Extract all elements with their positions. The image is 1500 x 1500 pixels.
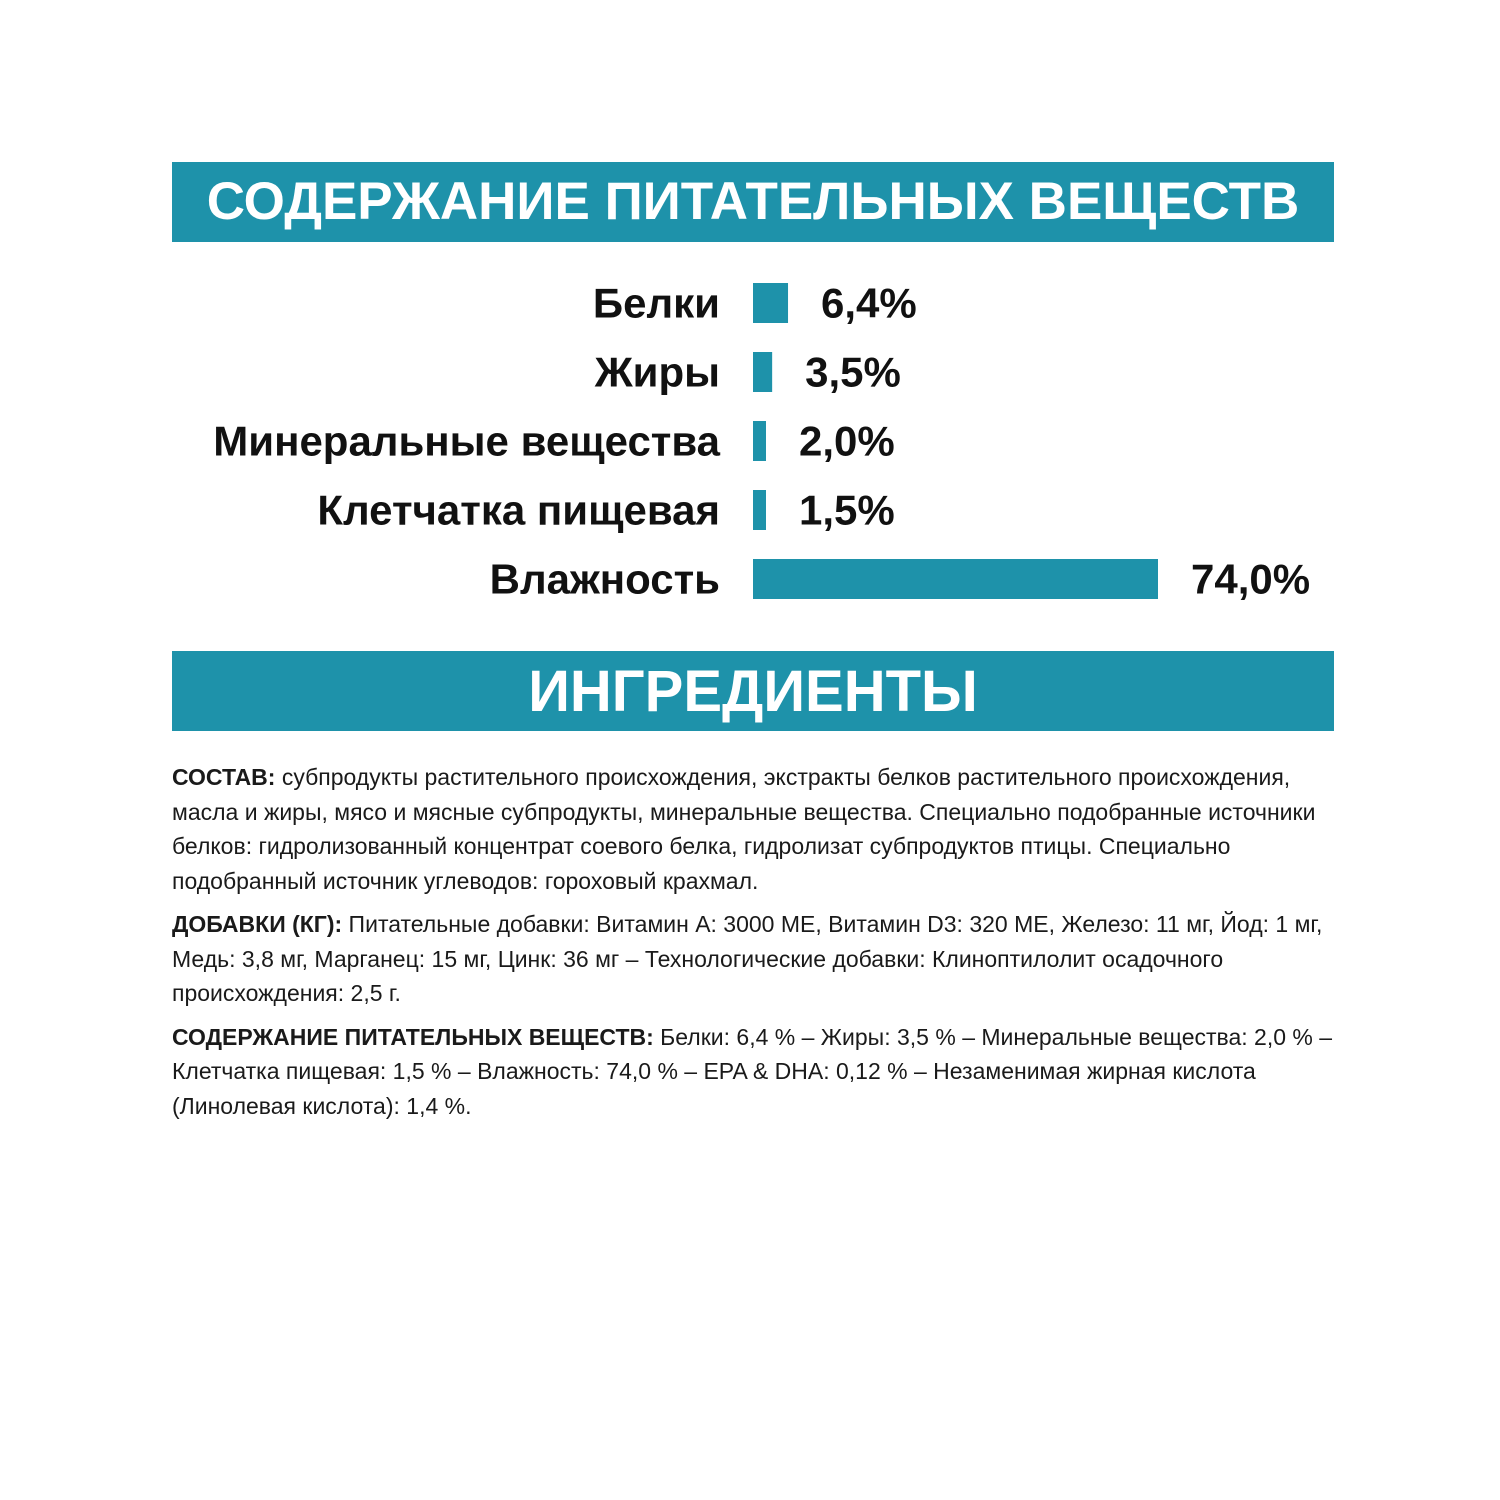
- bar: [753, 283, 788, 323]
- category-label: Клетчатка пищевая: [317, 486, 720, 534]
- bar: [753, 559, 1158, 599]
- nutrients-label: СОДЕРЖАНИЕ ПИТАТЕЛЬНЫХ ВЕЩЕСТВ:: [172, 1023, 654, 1050]
- bar: [753, 421, 766, 461]
- bar: [753, 490, 766, 530]
- additives-paragraph: [172, 907, 1337, 1011]
- category-label: Минеральные вещества: [213, 417, 720, 465]
- category-label: Белки: [592, 279, 720, 327]
- nutrients-paragraph: [172, 1020, 1337, 1124]
- nutrients-bar-chart: [0, 0, 1500, 640]
- ingredients-title: ИНГРЕДИЕНТЫ: [528, 659, 978, 724]
- composition-paragraph: [172, 760, 1337, 898]
- value-label: 3,5%: [805, 348, 901, 396]
- category-label: Влажность: [489, 555, 720, 603]
- bar: [753, 352, 772, 392]
- category-label: Жиры: [594, 348, 720, 396]
- additives-label: ДОБАВКИ (КГ):: [172, 911, 343, 937]
- nutrients-text: Белки: 6,4 % – Жиры: 3,5 % – Минеральные вещества: 2,0 % – Клетчатка пищевая: 1,5 % – Влажность: 74,0 % – EPA & DHA: 0,12 % – Незаменимая жирная кислота (Линолевая кислота): 1,4 %.: [172, 1023, 1333, 1119]
- ingredients-text: [172, 760, 1337, 1132]
- additives-text: Питательные добавки: Витамин А: 3000 МЕ, Витамин D3: 320 МЕ, Железо: 11 мг, Йод: 1 мг, Медь: 3,8 мг, Марганец: 15 мг, Цинк: 36 мг – Технологические добавки: Клиноптилолит осадочного происхождения: 2,5 г.: [172, 911, 1323, 1006]
- ingredients-title-banner: [172, 651, 1334, 731]
- composition-text: субпродукты растительного происхождения, экстракты белков растительного происхождения, масла и жиры, мясо и мясные субпродукты, минеральные вещества. Специально подобранные источники белков: гидролизованный концентрат соевого белка, гидролизат субпродуктов птицы. Специально подобранный источник углеводов: гороховый крахмал.: [172, 764, 1316, 894]
- value-label: 1,5%: [799, 486, 895, 534]
- value-label: 6,4%: [821, 279, 917, 327]
- value-label: 74,0%: [1191, 555, 1311, 603]
- nutrients-title: СОДЕРЖАНИЕ ПИТАТЕЛЬНЫХ ВЕЩЕСТВ: [206, 172, 1300, 231]
- value-label: 2,0%: [799, 417, 895, 465]
- composition-label: СОСТАВ:: [172, 764, 276, 790]
